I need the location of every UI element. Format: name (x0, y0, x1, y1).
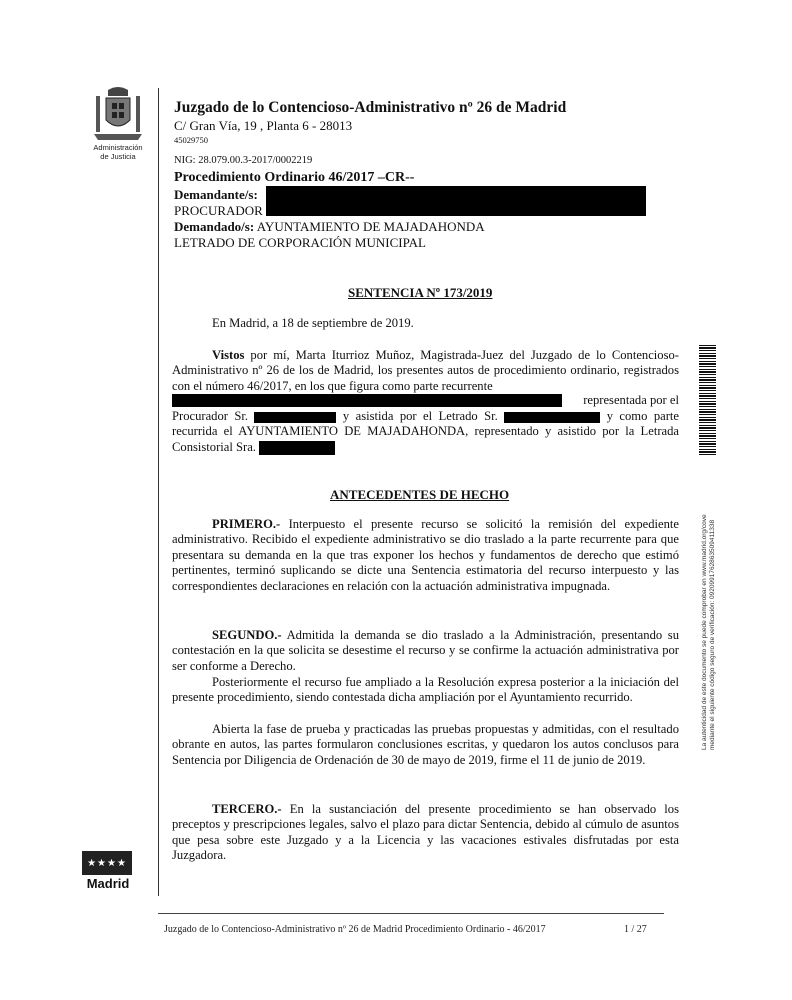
vistos-lead: Vistos (212, 348, 245, 362)
primero-paragraph (172, 517, 679, 594)
vistos-paragraph-1 (172, 348, 679, 394)
vistos-text-3b: y asistida por el Letrado Sr. (342, 409, 498, 423)
madrid-flag-logo (82, 851, 132, 875)
posteriormente-paragraph: Posteriormente el recurso fue ampliado a la Resolución expresa posterior a la iniciación del presente procedimiento, siendo contestada dicha ampliación por el Ayuntamiento recurrido. (172, 675, 679, 705)
vistos-text-3a: Procurador Sr. (172, 409, 249, 423)
tercero-text: En la sustanciación del presente procedimiento se han observado los preceptos y prescripciones legales, salvo el plazo para dictar Sentencia, debido al cúmulo de asuntos que pesa sobre este Juzgado y a la Licencia y las vacaciones estivales disfrutadas por esta Juzgadora. (172, 802, 679, 863)
tercero-paragraph (172, 802, 679, 864)
abierta-paragraph: Abierta la fase de prueba y practicadas las pruebas propuestas y admitidas, con el resultado obrante en autos, las partes formularon conclusiones escritas, y quedaron los autos conclusos para Sentencia por Diligencia de Ordenación de 30 de mayo de 2019, firme el 11 de junio de 2019. (172, 722, 679, 767)
verification-text (701, 450, 725, 750)
vistos-text-2: representada por el (583, 393, 679, 407)
section-title: ANTECEDENTES DE HECHO (330, 487, 510, 502)
defendant-lawyer: LETRADO DE CORPORACIÓN MUNICIPAL (174, 235, 426, 250)
defendant-name: AYUNTAMIENTO DE MAJADAHONDA (256, 219, 485, 234)
madrid-logo-word: Madrid (86, 876, 130, 891)
primero-text: Interpuesto el presente recurso se solicitó la remisión del expediente administrativo. Recibido el expediente administrativo se dio traslado a la parte recurrente para que presentara su demanda en la que tras exponer los hechos y fundamentos de derecho que estimó pertinentes, terminó suplicando se dicte una Sentencia estimatoria del recurso interpuesto y las correspondientes declaraciones en relación con la actuación administrativa impugnada. (172, 517, 679, 593)
tercero-lead: TERCERO.- (212, 802, 282, 816)
madrid-stars-icon: ★★★★ (87, 857, 127, 869)
sentence-title: SENTENCIA Nº 173/2019 (348, 285, 493, 300)
page-number: 1 / 27 (624, 924, 647, 935)
court-address: C/ Gran Vía, 19 , Planta 6 - 28013 (174, 118, 353, 133)
attorney-label: PROCURADOR (174, 203, 263, 218)
barcode (699, 345, 716, 455)
defendant-row (174, 219, 485, 235)
redaction-bar (172, 394, 562, 407)
admin-justicia-label (74, 143, 162, 161)
footer-rule (158, 913, 664, 914)
procedure-title: Procedimiento Ordinario 46/2017 –CR-- (174, 170, 415, 185)
margin-line (158, 88, 159, 896)
segundo-lead: SEGUNDO.- (212, 628, 282, 642)
court-code: 45029750 (174, 135, 208, 145)
verification-line-2: mediante el siguiente código seguro de verificación: 0920991762863509411338 (709, 519, 716, 750)
vistos-text-3c: y como parte recurrida el AYUNTAMIENTO DE MAJADAHONDA, representado y asistido por la Letrada Consistorial Sra. (172, 409, 679, 454)
segundo-text: Admitida la demanda se dio traslado a la Administración, presentando su contestación en la que solicita se desestime el recurso y se confirme la actuación administrativa por ser conforme a Derecho. (172, 628, 679, 673)
vistos-text-1: por mí, Marta Iturrioz Muñoz, Magistrada-Juez del Juzgado de lo Contencioso-Administrativo nº 26 de los de Madrid, los presentes autos de procedimiento ordinario, registrados con el número 46/2017, en los que figura como parte recurrente (172, 348, 679, 393)
vistos-paragraph-2 (172, 409, 679, 455)
primero-lead: PRIMERO.- (212, 517, 281, 531)
redaction-bar (259, 441, 335, 455)
redaction-bar (254, 412, 336, 423)
date-line: En Madrid, a 18 de septiembre de 2019. (212, 316, 414, 330)
redaction-bar (504, 412, 600, 423)
segundo-paragraph (172, 628, 679, 674)
defendant-label: Demandado/s: (174, 219, 255, 234)
plaintiff-label: Demandante/s: (174, 187, 258, 202)
admin-label-line-2: de Justicia (100, 152, 136, 161)
redaction-bar (266, 186, 646, 216)
footer-text: Juzgado de lo Contencioso-Administrativo nº 26 de Madrid Procedimiento Ordinario - 46/2017 (164, 924, 546, 935)
court-name: Juzgado de lo Contencioso-Administrativo nº 26 de Madrid (174, 99, 567, 116)
coat-of-arms-icon (92, 86, 144, 142)
verification-line-1: La autenticidad de este documento se puede comprobar en www.madrid.org/cove (701, 514, 708, 750)
admin-label-line-1: Administración (93, 143, 143, 152)
nig-number: NIG: 28.079.00.3-2017/0002219 (174, 155, 313, 166)
